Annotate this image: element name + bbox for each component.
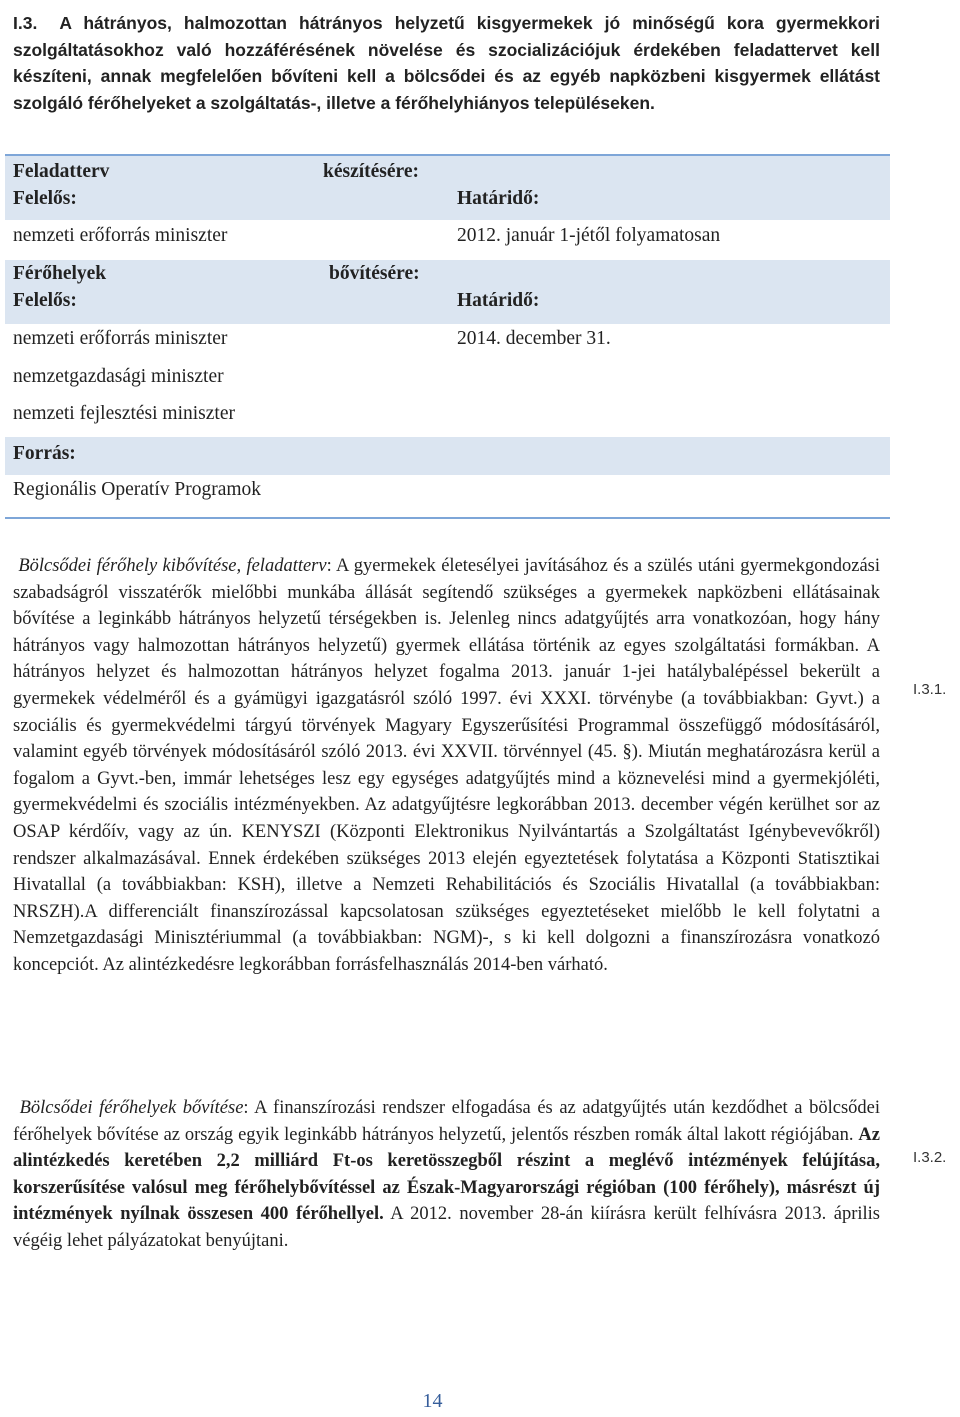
page-number: 14: [422, 1390, 443, 1412]
paragraph-2-lead: Bölcsődei férőhelyek bővítése: [19, 1098, 244, 1118]
task-band-2: [5, 260, 890, 324]
task2-responsible-1: nemzeti erőforrás miniszter: [13, 328, 228, 349]
task1-responsible-label: Felelős:: [13, 188, 77, 209]
margin-ref-1: I.3.1.: [913, 681, 947, 698]
task1-responsible: nemzeti erőforrás miniszter: [13, 225, 228, 246]
task2-responsible-2: nemzetgazdasági miniszter: [13, 366, 224, 387]
paragraph-2-text-a: : A finanszírozási rendszer elfogadása és az adatgyűjtés után kezdődhet a bölcsődei férőhelyek bővítése az ország egyik leginkább hátrányos helyzetű, jelentős részben romák által lakott régiójában.: [13, 1098, 881, 1145]
task2-title: Férőhelyek: [13, 263, 107, 284]
paragraph-1: [13, 553, 880, 979]
task2-deadline: 2014. december 31.: [457, 328, 611, 349]
task2-responsible-label: Felelős:: [13, 290, 77, 311]
task-band-source: [5, 437, 890, 475]
section-number: I.3.: [13, 13, 38, 33]
paragraph-1-text: : A gyermekek életesélyei javításához és a szülés utáni gyermekgondozási szabadságról visszatérők mielőbbi munkába állását segítendő szükséges a gyermekek napközbeni ellátásainak bővítése a leginkább hátrányos helyzetű térségekben is. Jelenleg nincs adatgyűjtés arra vonatkozóan, hogy hány hátrányos vagy halmozottan hátrányos helyzetű) gyermek ellátása történik az egyes szolgáltatási formákban. A hátrányos helyzet és halmozottan hátrányos helyzet fogalma 2013. január 1-jei hatálybalépéssel bekerült a gyermekek védelméről és a gyámügyi igazgatásról szóló 1997. évi XXXI. törvénybe (a továbbiakban: Gyvt.) a szociális és gyermekvédelmi tárgyú törvények Magyary Egyszerűsítési Programmal összefüggő módosításáról, valamint egyéb törvények módosításáról szóló 2013. évi XXVII. törvénnyel (45. §). Miután meghatározásra kerül a fogalom a Gyvt.-ben, immár lehetséges lesz egy egységes adatgyűjtés mind a köznevelési mind a gyermekjóléti, gyermekvédelmi és szociális intézményekben. Az adatgyűjtésre legkorábban 2013. december végén kerülhet sor az OSAP kérdőív, vagy az ún. KENYSZI (Központi Elektronikus Nyilvántartás a Szolgáltatást Igénybevevőkről) rendszer alkalmazásával. Ennek érdekében szükséges 2013 elején egyeztetések folytatása a Központi Statisztikai Hivatallal (a továbbiakban: KSH), illetve a Nemzeti Rehabilitációs és Szociális Hivatallal (a továbbiakban: NRSZH).A differenciált finanszírozással kapcsolatosan szükséges egyeztetéseket mielőbb le kell folytatni a Nemzetgazdasági Minisztériummal (a továbbiakban: NGM)-, s ki kell dolgozni a finanszírozásra vonatkozó koncepciót. Az alintézkedésre legkorábban forrásfelhasználás 2014-ben várható.: [13, 556, 881, 975]
paragraph-1-lead: Bölcsődei férőhely kibővítése, feladatterv: [18, 556, 327, 576]
task1-title-right: készítésére:: [323, 161, 420, 182]
task-band-1: [5, 156, 890, 220]
section-heading-text: A hátrányos, halmozottan hátrányos helyzetű kisgyermekek jó minőségű kora gyermekkori szolgáltatásokhoz való hozzáférésének növelése és szocializációjuk érdekében feladattervet kell készíteni, annak megfelelően bővíteni kell a bölcsődei és az egyéb napközbeni kisgyermek ellátást szolgáló férőhelyeket a szolgáltatás-, illetve a férőhelyhiányos településeken.: [13, 13, 880, 113]
task2-deadline-label: Határidő:: [457, 290, 540, 311]
task2-title-right: bővítésére:: [329, 263, 420, 284]
task1-deadline-label: Határidő:: [457, 188, 540, 209]
paragraph-2: [13, 1095, 880, 1255]
task-box: [5, 154, 890, 519]
source-label: Forrás:: [13, 443, 76, 464]
source-value: Regionális Operatív Programok: [13, 479, 262, 500]
task1-title: Feladatterv: [13, 161, 110, 182]
margin-ref-2: I.3.2.: [913, 1149, 947, 1166]
section-heading: [13, 10, 880, 116]
paragraph-2-text-bold: Az alintézkedés keretében 2,2 milliárd Ft-os keretösszegből részint a meglévő intézmények felújítása, korszerűsítése valósul meg férőhelybővítéssel az Észak-Magyarországi régióban (100 férőhely), másrészt új intézmények nyílnak összesen 400 férőhellyel.: [13, 1124, 880, 1225]
task1-deadline: 2012. január 1-jétől folyamatosan: [457, 225, 721, 246]
paragraph-2-text-c: A 2012. november 28-án kiírásra került felhívásra 2013. április végéig lehet pályázatokat benyújtani.: [13, 1204, 880, 1251]
task2-responsible-3: nemzeti fejlesztési miniszter: [13, 403, 235, 424]
